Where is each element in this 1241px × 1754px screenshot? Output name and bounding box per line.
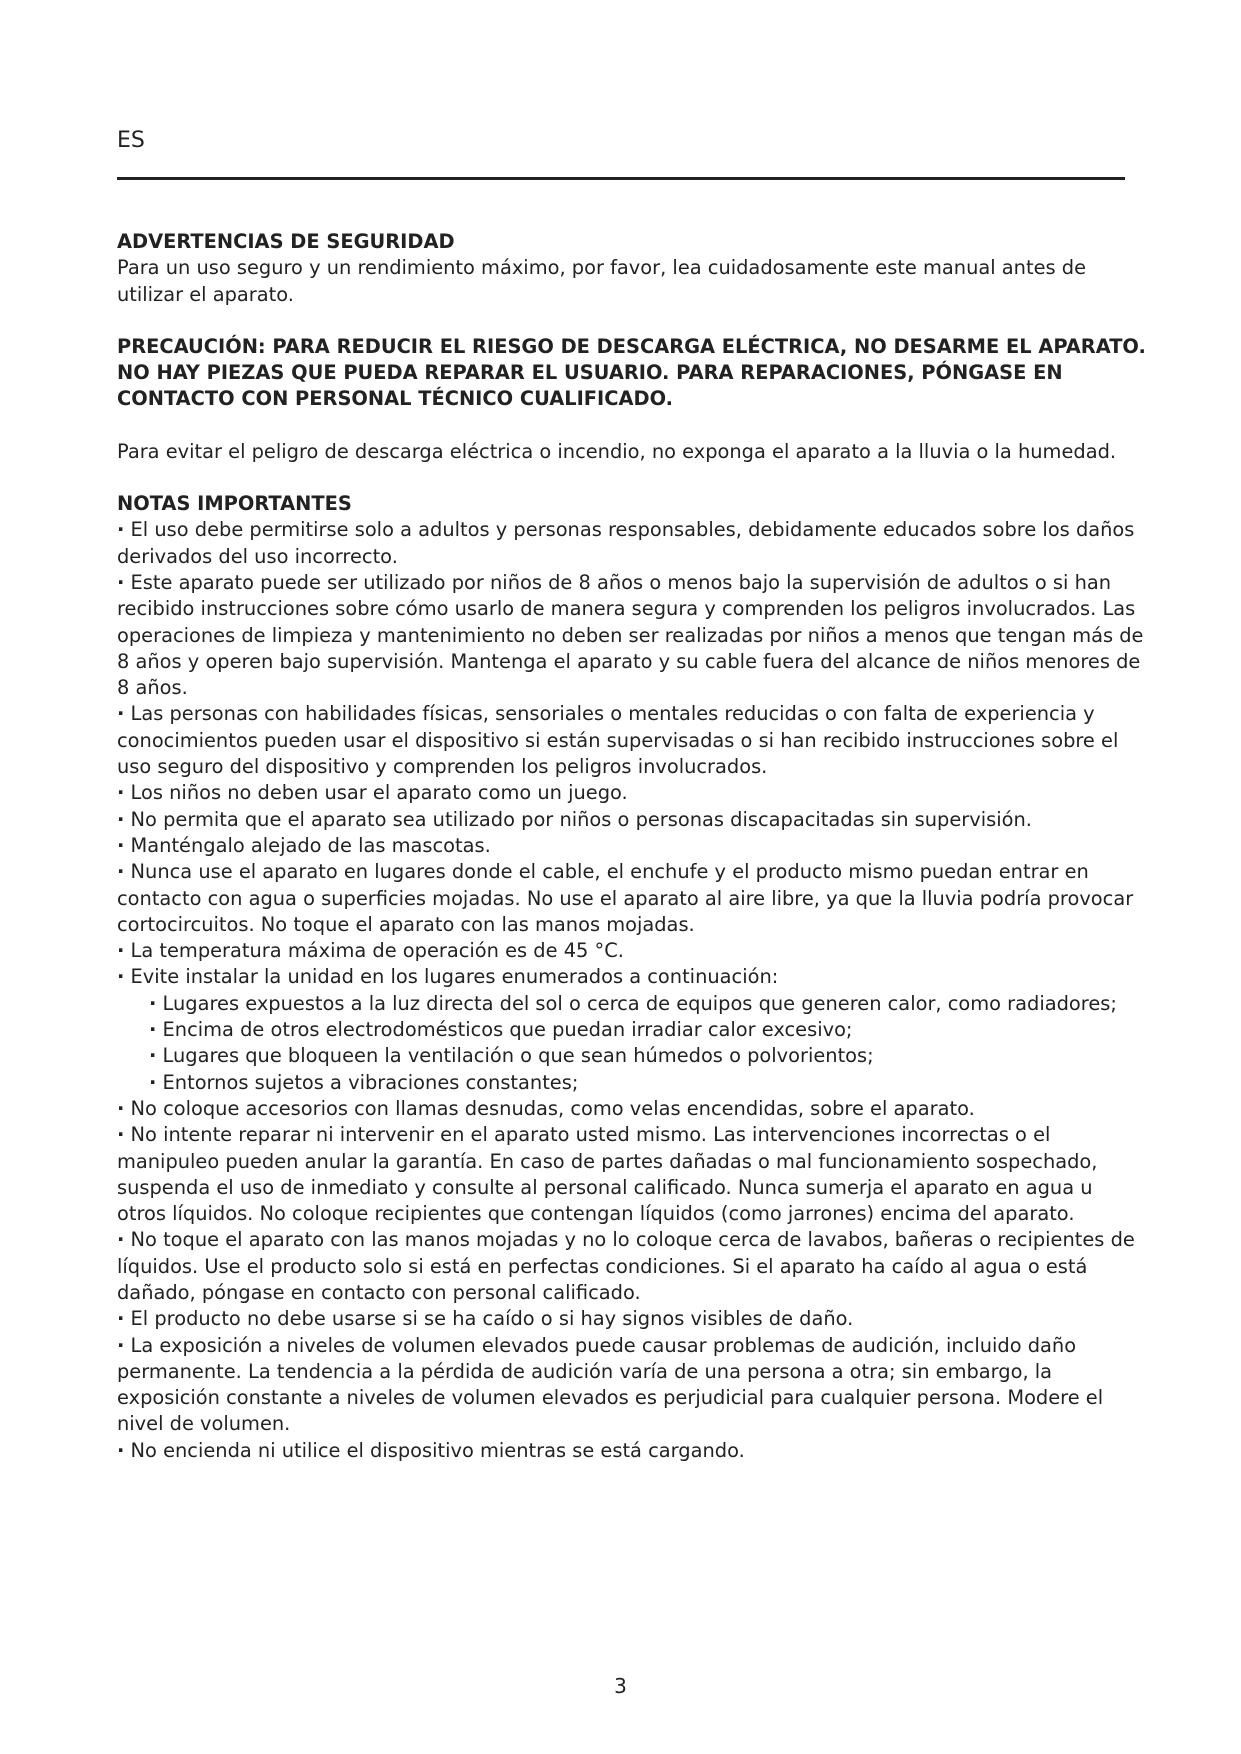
bullet-marker: ·: [117, 1438, 125, 1462]
bullet-marker: ·: [117, 1123, 125, 1147]
list-item-text: Las personas con habilidades físicas, sensoriales o mentales reducidas o con falta de experiencia y conocimientos pueden usar el dispositivo si están supervisadas o si han recibido instrucciones sobre el uso seguro del dispositivo y comprenden los peligros involucrados.: [117, 702, 1119, 779]
bullet-marker: ·: [117, 965, 125, 989]
safety-heading: ADVERTENCIAS DE SEGURIDAD: [117, 230, 455, 253]
list-item-text: Nunca use el aparato en lugares donde el cable, el enchufe y el producto mismo puedan entrar en contacto con agua o superficies mojadas. No use el aparato al aire libre, ya que la lluvia podría provocar cortocircuitos. No toque el aparato con las manos mojadas.: [117, 860, 1134, 936]
bullet-marker: ·: [117, 781, 125, 805]
list-item-text: Lugares que bloqueen la ventilación o que sean húmedos o polvorientos;: [162, 1044, 874, 1068]
list-item-text: El uso debe permitirse solo a adultos y personas responsables, debidamente educados sobre los daños derivados del uso incorrecto.: [117, 518, 1135, 568]
list-item: [117, 1122, 1147, 1227]
humidity-warning: Para evitar el peligro de descarga eléctrica o incendio, no exponga el aparato a la lluvia o la humedad.: [117, 439, 1117, 463]
spacer: [117, 308, 1147, 334]
list-item: [117, 1306, 1147, 1332]
list-item: [117, 964, 1147, 990]
list-item-text: No encienda ni utilice el dispositivo mientras se está cargando.: [130, 1438, 745, 1462]
document-body: [117, 229, 1147, 1464]
bullet-marker: ·: [149, 991, 157, 1015]
bullet-marker: ·: [117, 1096, 125, 1120]
list-item-text: No permita que el aparato sea utilizado por niños o personas discapacitadas sin supervisión.: [130, 807, 1032, 831]
list-item: [117, 807, 1147, 833]
caution-warning: PRECAUCIÓN: PARA REDUCIR EL RIESGO DE DESCARGA ELÉCTRICA, NO DESARME EL APARATO. NO HAY PIEZAS QUE PUEDA REPARAR EL USUARIO. PARA REPARACIONES, PÓNGASE EN CONTACTO CON PERSONAL TÉCNICO CUALIFICADO.: [117, 334, 1146, 411]
spacer: [117, 413, 1147, 439]
bullet-marker: ·: [117, 860, 125, 884]
bullet-marker: ·: [117, 807, 125, 831]
list-item: [117, 780, 1147, 806]
list-item-text: Entornos sujetos a vibraciones constantes;: [162, 1070, 579, 1094]
list-item-text: La temperatura máxima de operación es de 45 °C.: [130, 939, 624, 963]
list-item: [117, 1227, 1147, 1306]
list-item: [117, 701, 1147, 780]
list-item-text: Este aparato puede ser utilizado por niños de 8 años o menos bajo la supervisión de adultos o si han recibido instrucciones sobre cómo usarlo de manera segura y comprenden los peligros involucrados. Las operaciones de limpieza y mantenimiento no deben ser realizadas por niños a menos que tengan más de 8 años y operen bajo supervisión. Mantenga el aparato y su cable fuera del alcance de niños menores de 8 años.: [117, 570, 1144, 700]
notes-heading: NOTAS IMPORTANTES: [117, 492, 352, 516]
list-item-text: No toque el aparato con las manos mojadas y no lo coloque cerca de lavabos, bañeras o recipientes de líquidos. Use el producto solo si está en perfectas condiciones. Si el aparato ha caído al agua o está dañado, póngase en contacto con personal calificado.: [117, 1228, 1135, 1304]
list-item: [117, 570, 1147, 701]
bullet-marker: ·: [117, 939, 125, 963]
notes-list-continued: [117, 1096, 1147, 1464]
spacer: [117, 465, 1147, 491]
list-item: [117, 517, 1147, 570]
bullet-marker: ·: [117, 702, 125, 726]
sub-list-item: [149, 1017, 1147, 1043]
list-item-text: No coloque accesorios con llamas desnudas, como velas encendidas, sobre el aparato.: [130, 1096, 975, 1120]
list-item-text: Lugares expuestos a la luz directa del sol o cerca de equipos que generen calor, como radiadores;: [162, 991, 1117, 1015]
list-item: [117, 1333, 1147, 1438]
list-item-text: La exposición a niveles de volumen elevados puede causar problemas de audición, incluido daño permanente. La tendencia a la pérdida de audición varía de una persona a otra; sin embargo, la exposición constante a niveles de volumen elevados es perjudicial para cualquier persona. Modere el nivel de volumen.: [117, 1333, 1104, 1436]
bullet-marker: ·: [117, 833, 125, 857]
list-item-text: El producto no debe usarse si se ha caído o si hay signos visibles de daño.: [130, 1307, 854, 1331]
sub-list-item: [149, 991, 1147, 1017]
notes-sublist: [117, 991, 1147, 1096]
bullet-marker: ·: [117, 1228, 125, 1252]
list-item-text: Manténgalo alejado de las mascotas.: [130, 833, 491, 857]
bullet-marker: ·: [149, 1018, 157, 1042]
bullet-marker: ·: [149, 1070, 157, 1094]
list-item: [117, 859, 1147, 938]
list-item: [117, 833, 1147, 859]
list-item: [117, 938, 1147, 964]
sub-list-item: [149, 1043, 1147, 1069]
safety-intro: Para un uso seguro y un rendimiento máximo, por favor, lea cuidadosamente este manual antes de utilizar el aparato.: [117, 256, 1087, 306]
page-number: 3: [614, 1674, 627, 1698]
language-code: ES: [117, 128, 145, 153]
notes-list: [117, 517, 1147, 990]
list-item-text: No intente reparar ni intervenir en el aparato usted mismo. Las intervenciones incorrectas o el manipuleo pueden anular la garantía. En caso de partes dañadas o mal funcionamiento sospechado, suspenda el uso de inmediato y consulte al personal calificado. Nunca sumerja el aparato en agua u otros líquidos. No coloque recipientes que contengan líquidos (como jarrones) encima del aparato.: [117, 1123, 1098, 1226]
bullet-marker: ·: [149, 1044, 157, 1068]
list-item-text: Los niños no deben usar el aparato como un juego.: [130, 781, 628, 805]
bullet-marker: ·: [117, 1307, 125, 1331]
list-item: [117, 1096, 1147, 1122]
bullet-marker: ·: [117, 1333, 125, 1357]
sub-list-item: [149, 1070, 1147, 1096]
list-item-text: Encima de otros electrodomésticos que puedan irradiar calor excesivo;: [162, 1018, 853, 1042]
bullet-marker: ·: [117, 518, 125, 542]
list-item: [117, 1438, 1147, 1464]
bullet-marker: ·: [117, 570, 125, 594]
header-divider: [117, 177, 1125, 180]
list-item-text: Evite instalar la unidad en los lugares enumerados a continuación:: [130, 965, 779, 989]
